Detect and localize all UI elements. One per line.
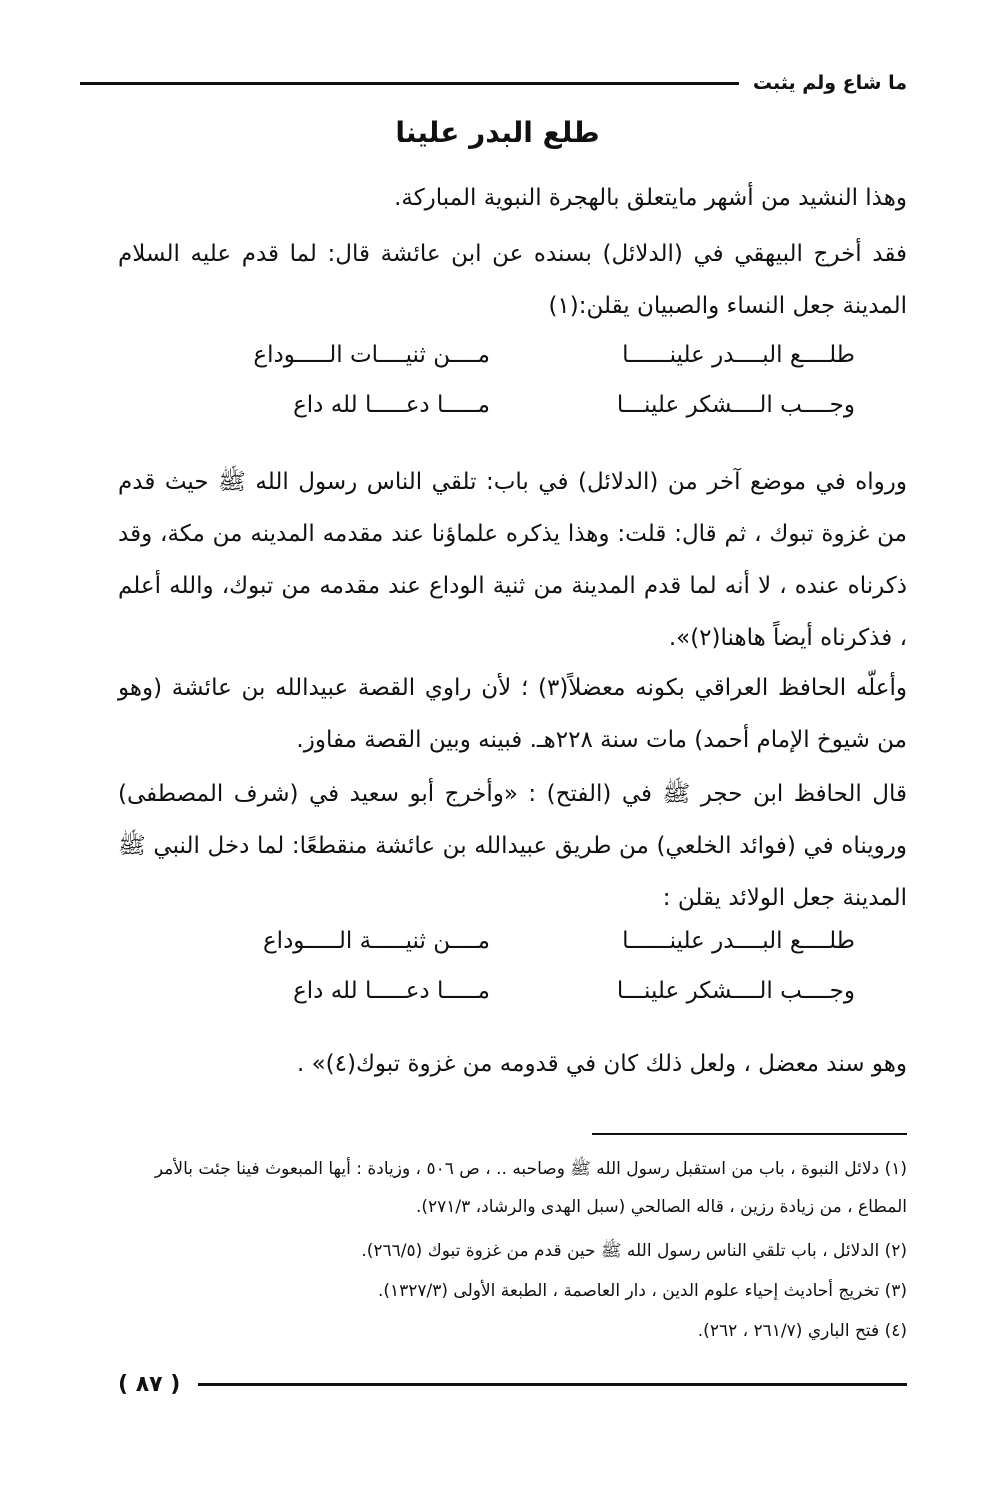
running-header — [80, 72, 907, 94]
verse-hemistich: مــــن ثنيــــات الـــــوداع — [253, 342, 490, 368]
verse-line — [165, 392, 855, 440]
page-footer — [118, 1372, 907, 1397]
paragraph-conclusion: وهو سند معضل ، ولعل ذلك كان في قدومه من غزوة تبوك(٤)» . — [296, 1051, 907, 1077]
verse-hemistich: مـــــا دعـــــا لله داع — [293, 978, 490, 1004]
footnote-1: (١) دلائل النبوة ، باب من استقبل رسول الله ﷺ وصاحبه .. ، ص ٥٠٦ ، وزيادة : أيها المبعوث فينا جئت بالأمر المطاع ، من زيادة رزين ، قاله الصالحي (سبل الهدى والرشاد، ٢٧١/٣). — [154, 1159, 907, 1217]
paragraph-bayhaqi: فقد أخرج البيهقي في (الدلائل) بسنده عن ابن عائشة قال: لما قدم عليه السلام المدينة جعل النساء والصبيان يقلن:(١) — [118, 241, 907, 319]
footnote-rule — [592, 1133, 907, 1135]
verse-hemistich: طلــــع البــــدر علينــــــا — [622, 342, 855, 368]
paragraph-second-narration: ورواه في موضع آخر من (الدلائل) في باب: تلقي الناس رسول الله ﷺ حيث قدم من غزوة تبوك ، ثم قال: قلت: وهذا يذكره علماؤنا عند مقدمه المدينه من مكة، وقد ذكرناه عنده ، لا أنه لما قدم المدينة من ثنية الوداع عند مقدمه من تبوك، والله أعلم ، فذكرناه أيضاً هاهنا(٢)». — [118, 469, 907, 651]
verse-hemistich: طلــــع البــــدر علينــــــا — [622, 928, 855, 954]
verse-hemistich: مــــن ثنيـــــة الـــــوداع — [262, 928, 490, 954]
footnote-4: (٤) فتح الباري (٢٦١/٧ ، ٢٦٢). — [697, 1321, 907, 1341]
verse-hemistich: وجــــب الــــشكر علينـــا — [616, 392, 855, 418]
header-rule — [80, 82, 739, 85]
paragraph-ibn-hajar: قال الحافظ ابن حجر ﷺ في (الفتح) : «وأخرج أبو سعيد في (شرف المصطفى) ورويناه في (فوائد الخلعي) من طريق عبيدالله بن عائشة منقطعًا: لما دخل النبي ﷺ المدينة جعل الولائد يقلن : — [118, 781, 907, 911]
footer-rule — [198, 1383, 907, 1386]
verse-line — [165, 978, 855, 1026]
verse-line — [165, 928, 855, 976]
verse-hemistich: مـــــا دعـــــا لله داع — [293, 392, 490, 418]
paragraph-iraqi: وأعلّه الحافظ العراقي بكونه معضلاً(٣) ؛ لأن راوي القصة عبيدالله بن عائشة (وهو من شيوخ الإمام أحمد) مات سنة ٢٢٨هـ. فبينه وبين القصة مفاوز. — [118, 675, 907, 753]
section-title: طلع البدر علينا — [395, 116, 600, 149]
verse-line — [165, 342, 855, 390]
footnote-3: (٣) تخريج أحاديث إحياء علوم الدين ، دار العاصمة ، الطبعة الأولى (١٣٢٧/٣). — [377, 1281, 907, 1301]
paragraph-intro: وهذا النشيد من أشهر مايتعلق بالهجرة النبوية المباركة. — [394, 185, 907, 211]
page-number: ( ٨٧ ) — [118, 1372, 181, 1397]
verse-hemistich: وجــــب الــــشكر علينـــا — [616, 978, 855, 1004]
running-header-title: ما شاع ولم يثبت — [752, 72, 907, 94]
footnote-2: (٢) الدلائل ، باب تلقي الناس رسول الله ﷺ حين قدم من غزوة تبوك (٢٦٦/٥). — [361, 1241, 907, 1261]
